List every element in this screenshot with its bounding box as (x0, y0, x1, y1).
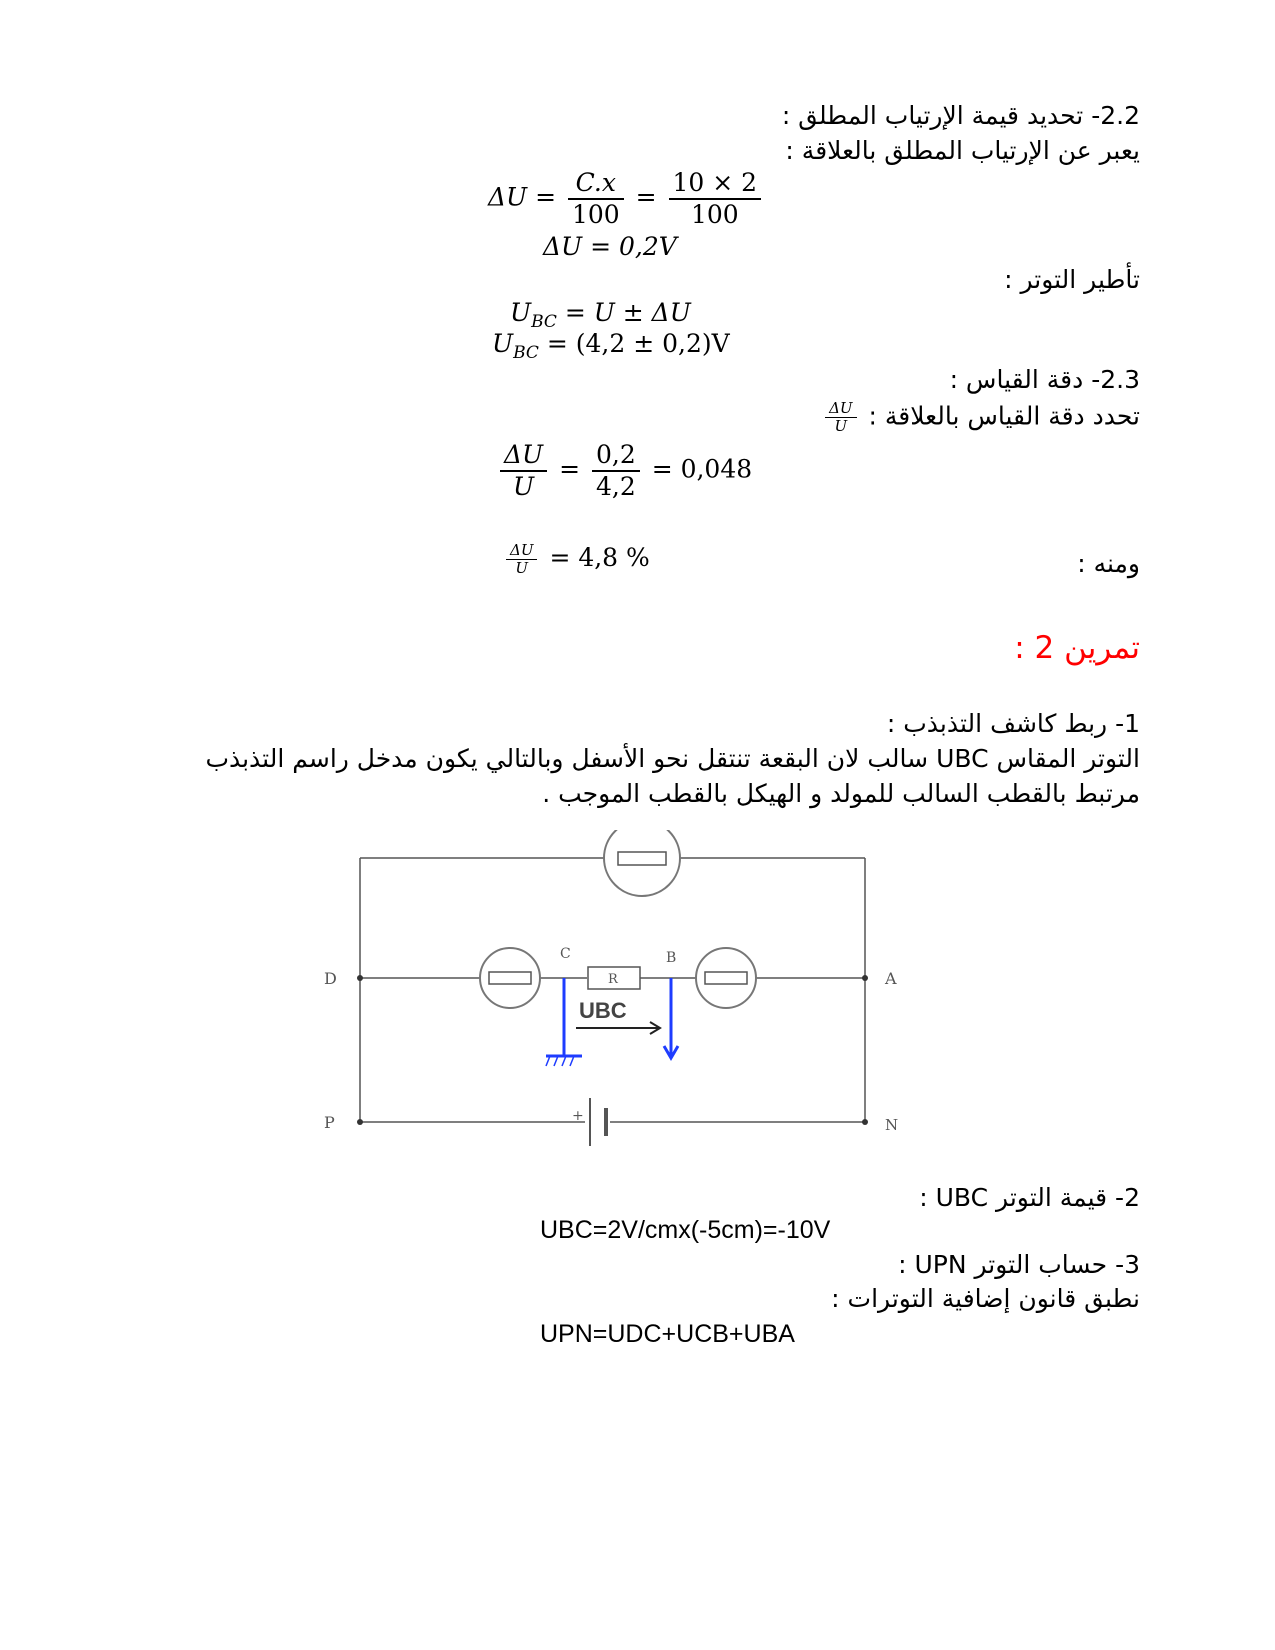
label-b: B (666, 950, 677, 966)
equation-percent (502, 542, 650, 577)
fraction-du-u (500, 440, 547, 502)
section-2-2-heading: 2.2- تحديد قيمة الإرتياب المطلق : (781, 101, 1140, 130)
q1-line1: التوتر المقاس UBC سالب لان البقعة تنتقل نحو الأسفل وبالتالي يكون مدخل راسم التذبذب (205, 744, 1140, 773)
battery (590, 1098, 606, 1146)
eq4-rhs: = (4,2 ± 0,2)V (546, 329, 730, 358)
section-2-3-intro (821, 400, 1140, 435)
u-symbol: U (510, 298, 532, 327)
fraction-10x2-100 (669, 168, 762, 230)
battery-plus: + (572, 1108, 584, 1124)
circuit-diagram (300, 830, 940, 1170)
equation-absolute-uncertainty: ΔU = $\frac{C.x}{100}$ = $\frac{10 \times 2}{100}$ (488, 168, 765, 230)
label-p: P (324, 1113, 335, 1132)
eq1-num1: C.x (568, 168, 624, 200)
lamp-top (604, 830, 680, 896)
label-r: R (608, 972, 618, 987)
small-fraction-du-u (825, 400, 856, 435)
equation-delta-u-value: ΔU = 0,2V (543, 232, 677, 261)
eq1-num2: 10 × 2 (669, 168, 762, 200)
lamp-left (480, 948, 540, 1008)
framing-label: تأطير التوتر : (1004, 265, 1140, 294)
label-n: N (885, 1116, 899, 1134)
q2-equation: UBC=2V/cmx(-5cm)=-10V (540, 1216, 831, 1244)
small-frac-den-2: U (515, 559, 529, 577)
small-frac-num-2: ΔU (506, 542, 537, 560)
precision-result: = 0,048 (651, 454, 753, 484)
u-subscript: BC (531, 312, 557, 332)
exercise-2-title: تمرين 2 : (1014, 630, 1140, 666)
eq1-den2: 100 (690, 200, 739, 229)
equation-ubc-framed (492, 329, 730, 368)
ubc-arrow (576, 1022, 660, 1034)
label-ubc: UBC (579, 998, 627, 1023)
small-fraction-du-u-2 (506, 542, 537, 577)
q1-line2: مرتبط بالقطب السالب للمولد و الهيكل بالقطب الموجب . (542, 779, 1140, 808)
q3-equation: UPN=UDC+UCB+UBA (540, 1320, 795, 1348)
q3-heading: 3- حساب التوتر UPN : (898, 1250, 1140, 1279)
label-d: D (324, 969, 337, 988)
circuit-labels (324, 946, 898, 1134)
u-subscript: BC (513, 343, 539, 363)
q3-intro: نطبق قانون إضافية التوترات : (831, 1284, 1140, 1313)
therefore-label: ومنه : (1077, 549, 1140, 578)
val-den: 4,2 (595, 472, 636, 501)
eq1-lhs: ΔU (488, 182, 528, 212)
eq3-rhs: = U ± ΔU (564, 298, 691, 327)
lamp-right (696, 948, 756, 1008)
circuit-wires (360, 858, 865, 1122)
section-2-2-intro: يعبر عن الإرتياب المطلق بالعلاقة : (785, 136, 1140, 165)
q2-heading: 2- قيمة التوتر UBC : (919, 1183, 1140, 1212)
q1-heading: 1- ربط كاشف التذبذب : (886, 709, 1140, 738)
label-c: C (560, 946, 571, 962)
section-2-3-heading: 2.3- دقة القياس : (949, 365, 1140, 394)
eq1-den1: 100 (571, 200, 620, 229)
small-frac-num: ΔU (825, 400, 856, 418)
frac-den: U (513, 472, 535, 501)
small-frac-den: U (834, 417, 848, 435)
label-a: A (885, 969, 897, 988)
val-num: 0,2 (592, 440, 640, 472)
frac-num: ΔU (500, 440, 547, 472)
percent-result: = 4,8 % (549, 543, 650, 572)
fraction-02-42 (592, 440, 640, 502)
fraction-cx-100 (568, 168, 624, 230)
equation-precision: $\frac{\Delta U}{U}$ = $\frac{0,2}{4,2}$ = 0,048 (496, 440, 752, 502)
u-symbol: U (492, 329, 514, 358)
section-2-3-intro-text: تحدد دقة القياس بالعلاقة : (868, 401, 1140, 431)
